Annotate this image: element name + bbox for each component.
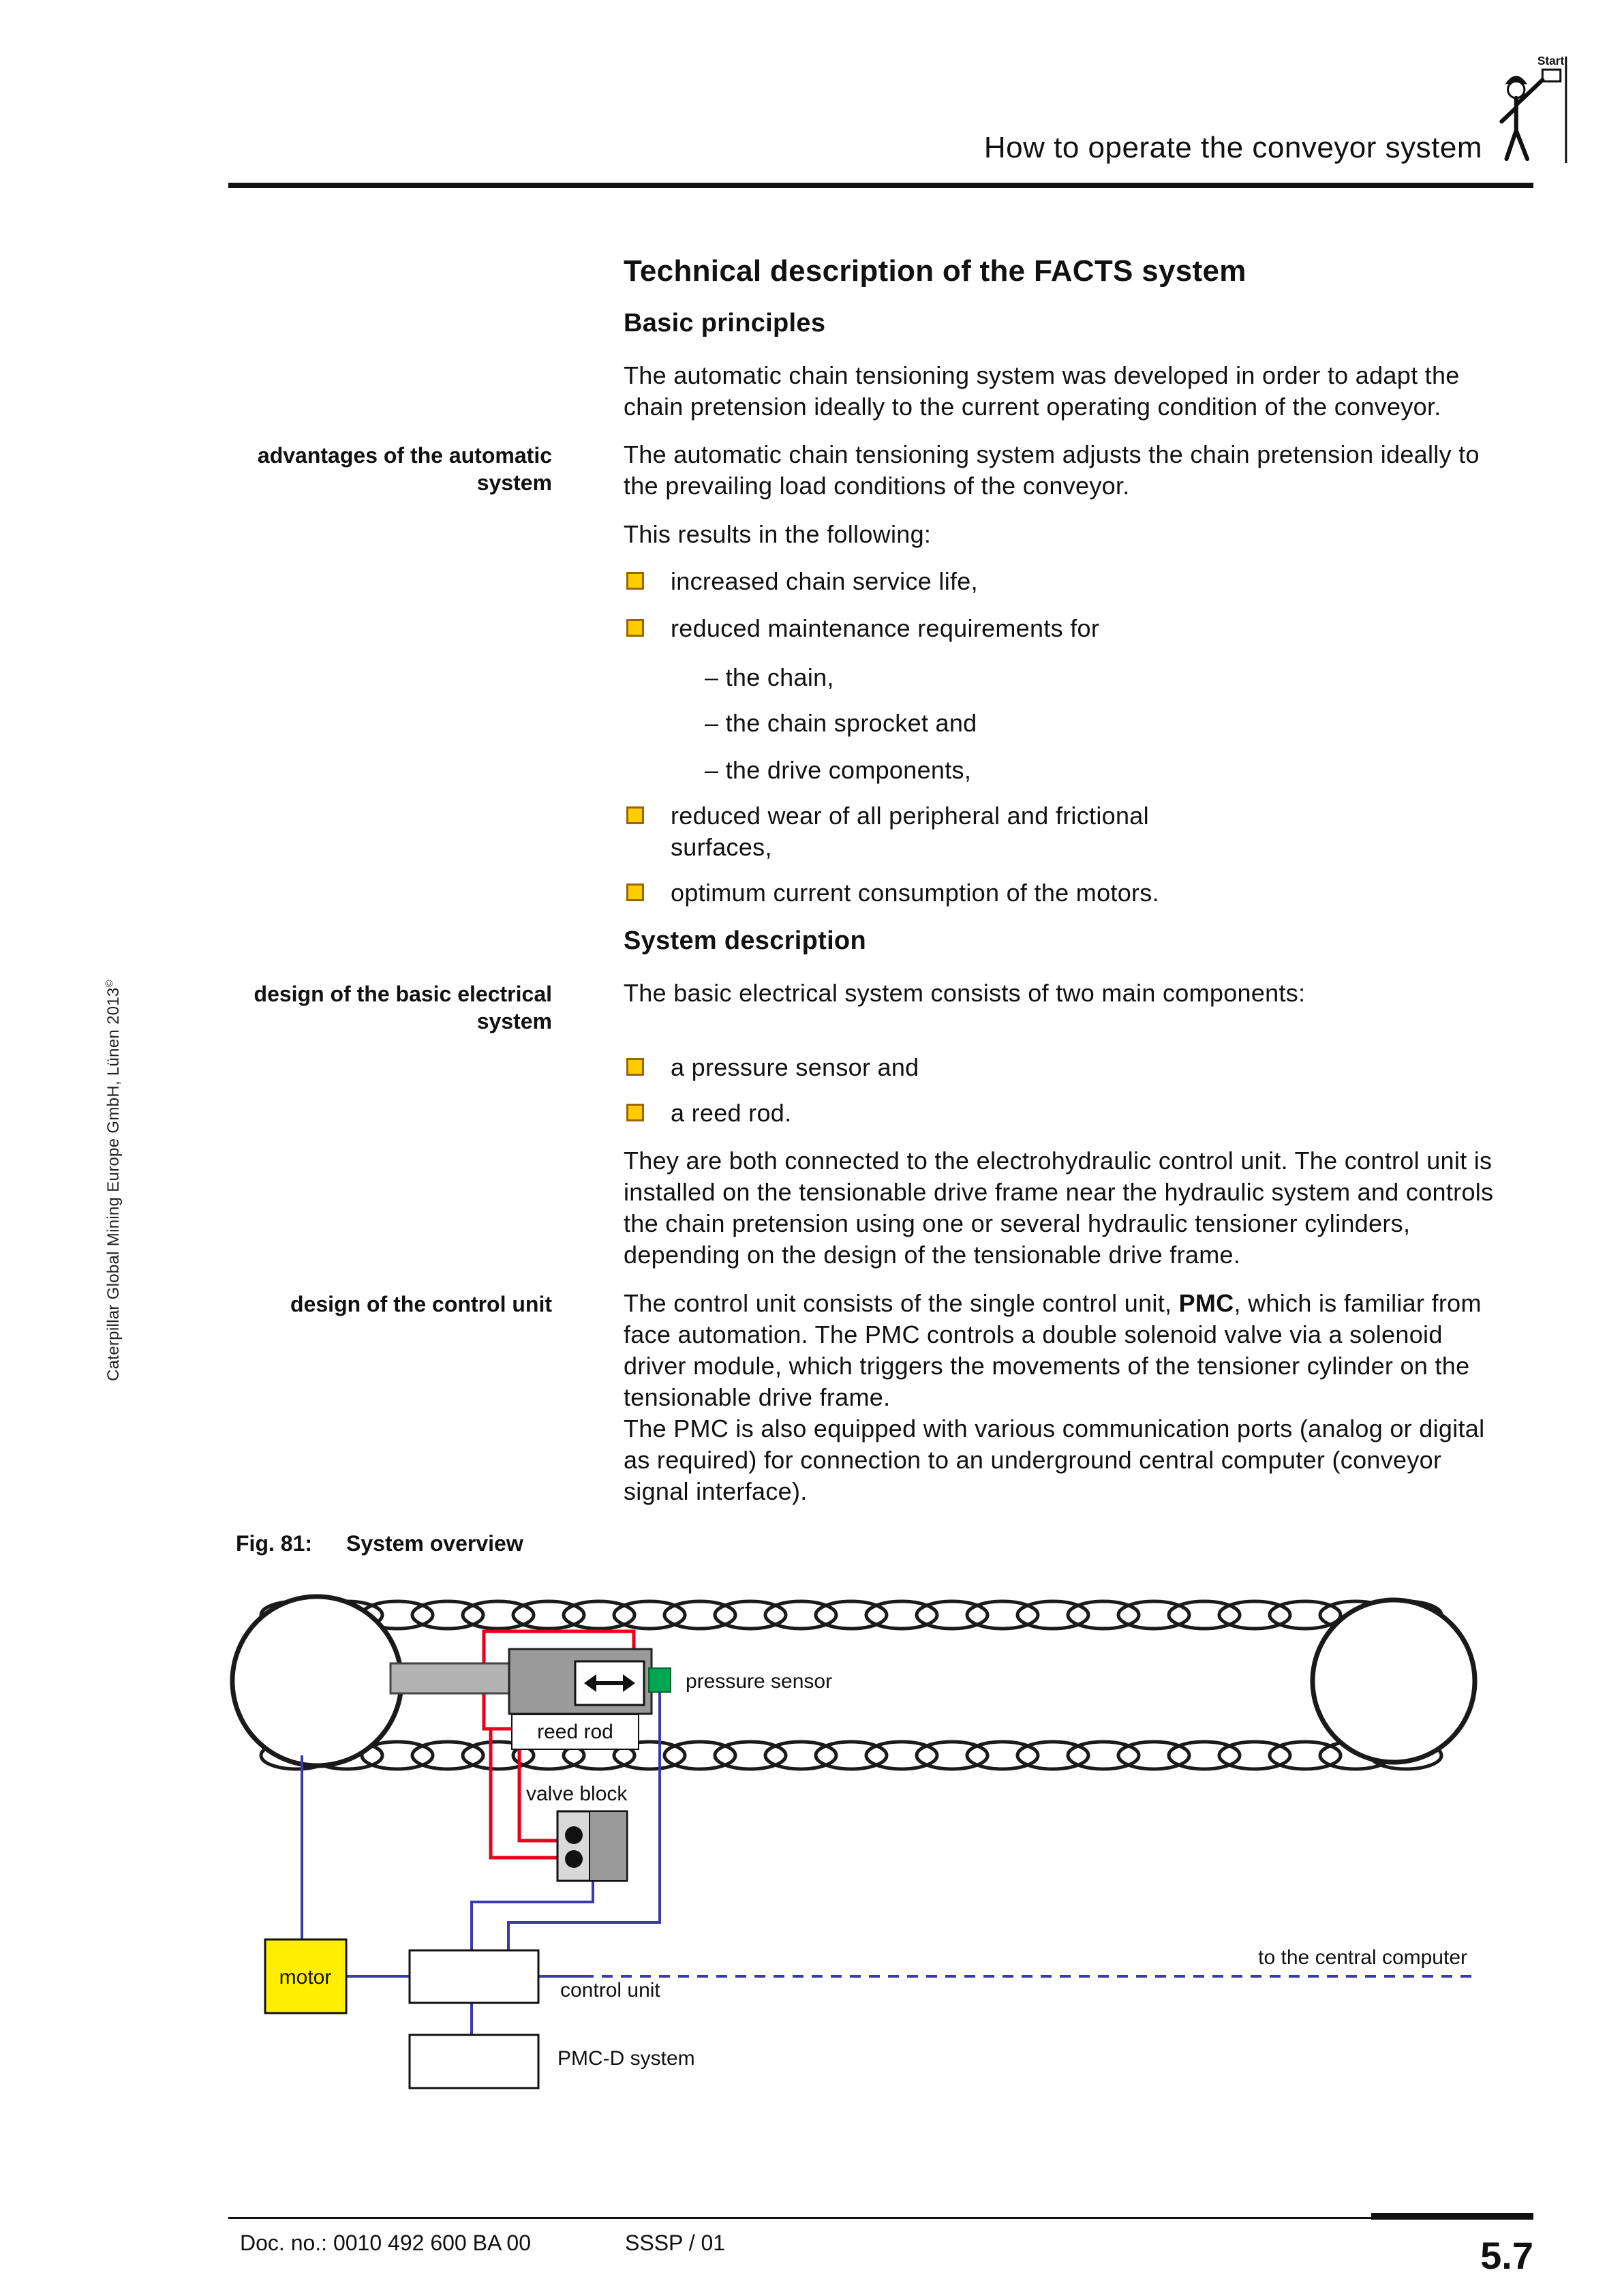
publisher-side-note — [104, 980, 123, 1381]
bullet-item — [624, 613, 1510, 644]
bullet-item — [624, 1052, 1510, 1083]
control-text-p2: The PMC is also equipped with various communication ports (analog or digital as required) for connection to an underground central computer (conveyor signal interface). — [624, 1415, 1485, 1505]
figure-caption — [228, 1531, 1523, 1556]
paragraph-results-intro: This results in the following: — [624, 520, 932, 548]
bullet-square-icon — [626, 806, 644, 824]
title-row — [228, 254, 1523, 289]
paragraph-design-control — [624, 1288, 1510, 1507]
central-computer-label: to the central computer — [1258, 1946, 1467, 1969]
publisher-text: Caterpillar Global Mining Europe GmbH, Lünen 2013 — [104, 987, 123, 1381]
footer-rule — [228, 2217, 1533, 2219]
start-button — [1542, 70, 1560, 81]
reed-rod-label: reed rod — [537, 1721, 613, 1743]
copyright-symbol: © — [104, 979, 115, 988]
margin-label-design-basic: design of the basic electrical system — [254, 982, 552, 1033]
valve-block — [557, 1811, 627, 1881]
bullet-text: reduced maintenance requirements for — [671, 614, 1100, 642]
pmc-label: PMC-D system — [557, 2047, 695, 2070]
footer-doc-number: Doc. no.: 0010 492 600 BA 00 — [240, 2231, 531, 2255]
margin-label-design-control: design of the control unit — [290, 1292, 552, 1316]
dash-item: – the chain, — [705, 663, 834, 691]
tensioner-cylinder-rod — [391, 1663, 513, 1693]
dash-item: – the chain sprocket and — [705, 709, 977, 737]
system-overview-figure — [228, 1554, 1533, 2127]
paragraph-design-basic: The basic electrical system consists of two main components: — [624, 979, 1306, 1007]
motor-label: motor — [279, 1966, 332, 1989]
bullet-item — [624, 800, 1510, 863]
left-pulley — [232, 1597, 401, 1766]
control-unit-label: control unit — [560, 1979, 660, 2002]
wire-valve-to-control — [472, 1881, 593, 1950]
bullet-square-icon — [626, 883, 644, 901]
bullet-text: increased chain service life, — [671, 567, 978, 595]
operator-start-icon-svg — [1484, 49, 1574, 170]
paragraph-advantages: The automatic chain tensioning system adjusts the chain pretension ideally to the prevailing load conditions of the conveyor. — [624, 440, 1480, 500]
paragraph-connected: They are both connected to the electrohydraulic control unit. The control unit is installed on the tensionable drive frame near the hydraulic system and controls the chain pretension using one or several hydraulic tensioner cylinders, depending on the design of the tensionable drive frame. — [624, 1147, 1494, 1269]
bullet-text: reduced wear of all peripheral and frictional surfaces, — [671, 802, 1149, 861]
figure-number: Fig. 81: — [236, 1531, 313, 1556]
bullet-text: a reed rod. — [671, 1099, 792, 1127]
right-pulley — [1313, 1600, 1475, 1762]
start-label: Start — [1537, 54, 1565, 67]
system-overview-svg — [228, 1554, 1533, 2127]
control-text-after: , which is familiar from face automation. The PMC controls a double solenoid valve via a solenoid driver module, which triggers the movements of the tensioner cylinder on the tensionable drive frame. — [624, 1289, 1482, 1411]
bullet-text: optimum current consumption of the motors. — [671, 879, 1159, 907]
footer-code: SSSP / 01 — [625, 2231, 726, 2255]
control-text-before: The control unit consists of the single control unit, — [624, 1289, 1179, 1317]
bullet-text: a pressure sensor and — [671, 1053, 919, 1081]
bullet-square-icon — [626, 1058, 644, 1076]
bullet-square-icon — [626, 1104, 644, 1121]
bullet-item — [624, 877, 1510, 909]
paragraph-intro: The automatic chain tensioning system was developed in order to adapt the chain pretension ideally to the current operating condition of the conveyor. — [624, 361, 1460, 421]
valve-block-label: valve block — [526, 1783, 628, 1805]
control-text-pmc: PMC — [1178, 1289, 1234, 1317]
footer-rule-thick — [1371, 2213, 1533, 2220]
margin-label-advantages: advantages of the automatic system — [257, 443, 552, 495]
pressure-sensor-label: pressure sensor — [686, 1670, 833, 1693]
main-content — [228, 254, 1523, 1556]
operator-start-icon — [1484, 49, 1574, 170]
control-unit-box — [410, 1950, 538, 2003]
bullet-square-icon — [626, 572, 644, 590]
bullet-item — [624, 566, 1510, 597]
footer-page-number: 5.7 — [1480, 2234, 1533, 2277]
pmc-box — [410, 2035, 538, 2088]
dash-item: – the drive components, — [705, 756, 972, 784]
heading-system-description: System description — [624, 926, 866, 955]
chain-bottom — [261, 1742, 1441, 1769]
bullet-square-icon — [626, 619, 644, 637]
bullet-item — [624, 1098, 1510, 1129]
operator-head — [1508, 81, 1525, 97]
pressure-sensor-marker — [649, 1668, 671, 1692]
page-header-title: How to operate the conveyor system — [983, 131, 1482, 164]
figure-title: System overview — [346, 1531, 523, 1556]
chain-top — [261, 1601, 1441, 1629]
header-rule — [228, 183, 1533, 188]
page-title: Technical description of the FACTS system — [624, 254, 1246, 288]
heading-basic-principles: Basic principles — [624, 309, 826, 337]
